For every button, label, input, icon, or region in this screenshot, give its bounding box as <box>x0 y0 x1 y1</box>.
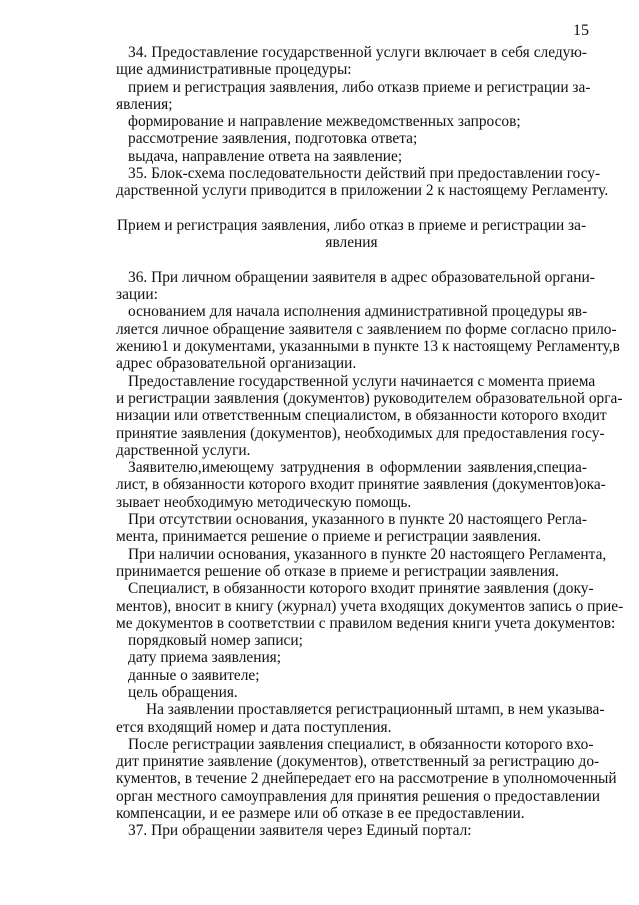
text-line: орган местного самоуправления для принятия решения о предоставлении <box>116 787 600 805</box>
text-line: дит принятие заявление (документов), ответственный за регистрацию до- <box>116 753 600 771</box>
page-number: 15 <box>573 22 589 39</box>
text-line: кументов, в течение 2 днейпередает его на рассмотрение в уполномоченный <box>116 770 617 788</box>
text-line: зации: <box>116 286 158 304</box>
text-line: формирование и направление межведомственных запросов; <box>128 113 521 131</box>
list-item: порядковый номер записи; <box>128 632 303 650</box>
list-item: данные о заявителе; <box>128 666 260 684</box>
section-heading: явления <box>325 234 378 252</box>
text-line: щие административные процедуры: <box>116 61 352 79</box>
text-line: низации или ответственным специалистом, в обязанности которого входит <box>116 407 607 425</box>
text-line: явления; <box>116 95 173 113</box>
text-line: 34. Предоставление государственной услуги включает в себя следую- <box>128 44 587 61</box>
text-line: ментов), вносит в книгу (журнал) учета входящих документов запись о прие- <box>116 597 624 615</box>
text-line: Предоставление государственной услуги начинается с момента приема <box>128 372 596 390</box>
text-line: После регистрации заявления специалист, в обязанности которого вхо- <box>128 735 594 753</box>
text-line: адрес образовательной организации. <box>116 355 357 373</box>
section-heading: Прием и регистрация заявления, либо отказ в приеме и регистрации за- <box>116 216 587 234</box>
text-line: Заявителю,имеющему затруднения в оформлении заявления,специа- <box>128 459 587 477</box>
text-line: 37. При обращении заявителя через Единый портал: <box>128 822 472 840</box>
text-line: При отсутствии основания, указанного в пункте 20 настоящего Регла- <box>128 511 587 529</box>
list-item: цель обращения. <box>128 683 238 701</box>
text-line: принимается решение об отказе в приеме и регистрации заявления. <box>116 562 559 580</box>
text-line: ется входящий номер и дата поступления. <box>116 718 392 736</box>
text-line: зывает необходимую методическую помощь. <box>116 493 412 511</box>
text-line: дарственной услуги. <box>116 441 251 459</box>
text-line: жению1 и документами, указанными в пункте 13 к настоящему Регламенту,в <box>116 338 620 356</box>
text-line: Специалист, в обязанности которого входит принятие заявления (доку- <box>128 580 594 598</box>
text-line: При наличии основания, указанного в пункте 20 настоящего Регламента, <box>128 545 607 563</box>
text-line: принятие заявления (документов), необходимых для предоставления госу- <box>116 424 605 442</box>
text-line: 35. Блок-схема последовательности действий при предоставлении госу- <box>128 165 601 183</box>
text-line: компенсации, и ее размере или об отказе в ее предоставлении. <box>116 805 525 823</box>
text-line: дарственной услуги приводится в приложении 2 к настоящему Регламенту. <box>116 182 609 200</box>
text-line: На заявлении проставляется регистрационный штамп, в нем указыва- <box>146 701 605 719</box>
text-line: лист, в обязанности которого входит принятие заявления (документов)ока- <box>116 476 606 494</box>
text-line: рассмотрение заявления, подготовка ответа; <box>128 130 418 148</box>
text-line: основанием для начала исполнения административной процедуры яв- <box>128 303 588 321</box>
text-line: 36. При личном обращении заявителя в адрес образовательной органи- <box>128 268 595 286</box>
spacer <box>116 200 587 217</box>
text-line: прием и регистрация заявления, либо отказв приеме и регистрации за- <box>128 78 591 96</box>
text-line: мента, принимается решение о приеме и регистрации заявления. <box>116 528 542 546</box>
spacer <box>116 252 587 269</box>
page-body <box>116 44 624 840</box>
list-item: дату приема заявления; <box>128 649 282 667</box>
text-line: ме документов в соответствии с правилом ведения книги учета документов: <box>116 614 616 632</box>
text-line: выдача, направление ответа на заявление; <box>128 147 403 165</box>
text-line: и регистрации заявления (документов) руководителем образовательной орга- <box>116 389 623 407</box>
text-line: ляется личное обращение заявителя с заявлением по форме согласно прило- <box>116 320 617 338</box>
